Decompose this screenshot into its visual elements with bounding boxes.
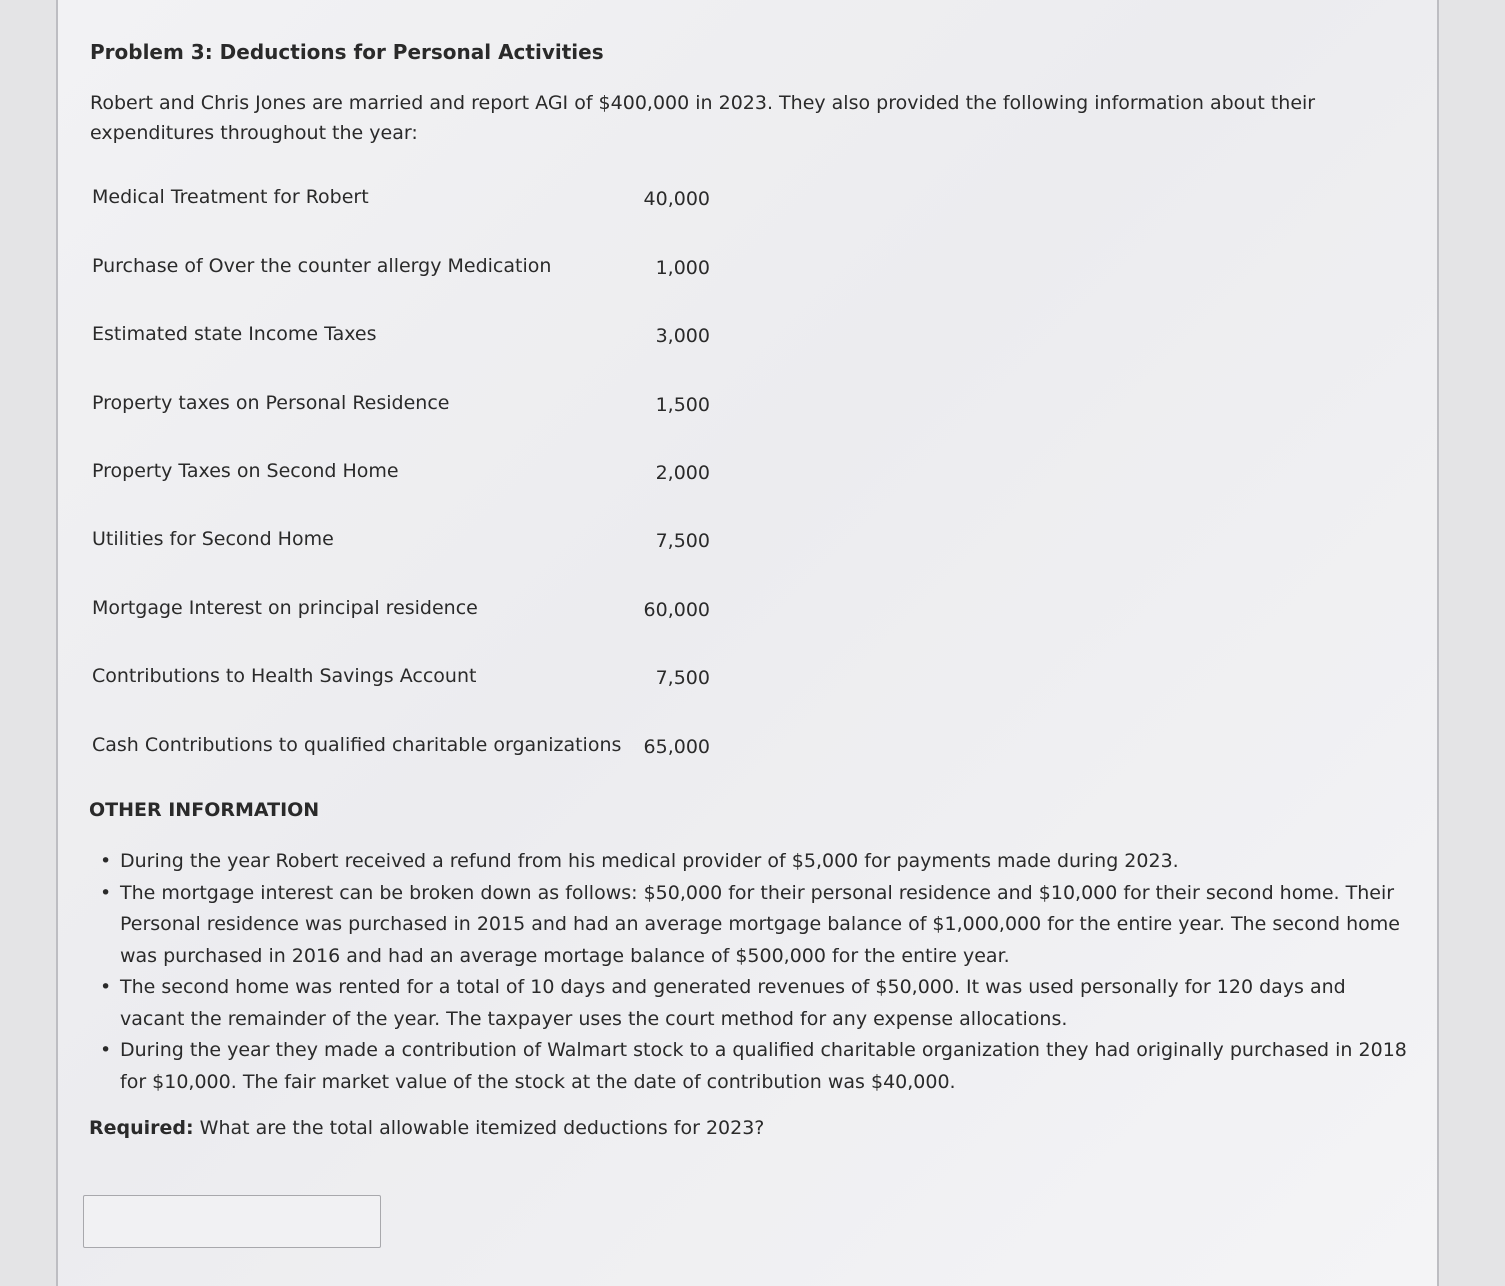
list-item-text: During the year Robert received a refund from his medical provider of $5,000 for payments made during 2023. <box>120 850 1179 872</box>
list-item-text: During the year they made a contribution of Walmart stock to a qualified charitable organization they had originally purchased in 2018 for $10,000. The fair market value of the stock at the date of contribution was $40,000. <box>120 1039 1407 1093</box>
expense-amount: 2,000 <box>655 462 710 484</box>
list-item <box>100 1035 1410 1098</box>
required-prompt <box>89 1117 764 1139</box>
list-item <box>100 878 1410 973</box>
expense-row <box>92 734 732 764</box>
required-label: Required: <box>89 1117 194 1139</box>
list-item <box>100 846 1410 878</box>
problem-title: Problem 3: Deductions for Personal Activities <box>90 40 604 64</box>
problem-intro: Robert and Chris Jones are married and report AGI of $400,000 in 2023. They also provided the following information about their expenditures throughout the year: <box>90 92 1316 144</box>
expense-row <box>92 597 732 627</box>
list-item <box>100 972 1410 1035</box>
expense-amount: 1,000 <box>655 257 710 279</box>
bullet-icon: • <box>100 881 112 904</box>
expense-amount: 7,500 <box>655 667 710 689</box>
expense-label: Estimated state Income Taxes <box>92 323 377 345</box>
other-information-list <box>100 846 1410 1098</box>
other-information-heading: OTHER INFORMATION <box>89 799 320 821</box>
expense-amount: 3,000 <box>655 325 710 347</box>
expense-label: Property taxes on Personal Residence <box>92 392 450 414</box>
expense-amount: 1,500 <box>655 394 710 416</box>
expense-row <box>92 255 732 285</box>
expense-amount: 60,000 <box>643 599 710 621</box>
expense-label: Property Taxes on Second Home <box>92 460 399 482</box>
expense-label: Purchase of Over the counter allergy Medication <box>92 255 552 277</box>
expense-row <box>92 323 732 353</box>
expense-row <box>92 460 732 490</box>
expense-label: Cash Contributions to qualified charitable organizations <box>92 734 622 756</box>
expense-label: Mortgage Interest on principal residence <box>92 597 478 619</box>
expense-amount: 65,000 <box>643 736 710 758</box>
expense-row <box>92 186 732 216</box>
expense-label: Medical Treatment for Robert <box>92 186 369 208</box>
expense-amount: 7,500 <box>655 530 710 552</box>
expense-amount: 40,000 <box>643 188 710 210</box>
expense-label: Contributions to Health Savings Account <box>92 665 477 687</box>
expense-row <box>92 665 732 695</box>
list-item-text: The second home was rented for a total of 10 days and generated revenues of $50,000. It was used personally for 120 days and vacant the remainder of the year. The taxpayer uses the court method for any expense allocations. <box>120 976 1346 1030</box>
bullet-icon: • <box>100 976 112 998</box>
bullet-icon: • <box>100 1039 112 1061</box>
bullet-icon: • <box>100 850 112 872</box>
expense-label: Utilities for Second Home <box>92 528 334 550</box>
required-question: What are the total allowable itemized deductions for 2023? <box>199 1117 765 1139</box>
list-item-text: The mortgage interest can be broken down as follows: $50,000 for their personal residence and $10,000 for their second home. Their Personal residence was purchased in 2015 and had an average mortgage balance of $1,000,000 for the entire year. The second home was purchased in 2016 and had an average mortage balance of $500,000 for the entire year. <box>120 881 1400 967</box>
expense-row <box>92 528 732 558</box>
answer-input[interactable] <box>83 1195 381 1248</box>
expense-row <box>92 392 732 422</box>
